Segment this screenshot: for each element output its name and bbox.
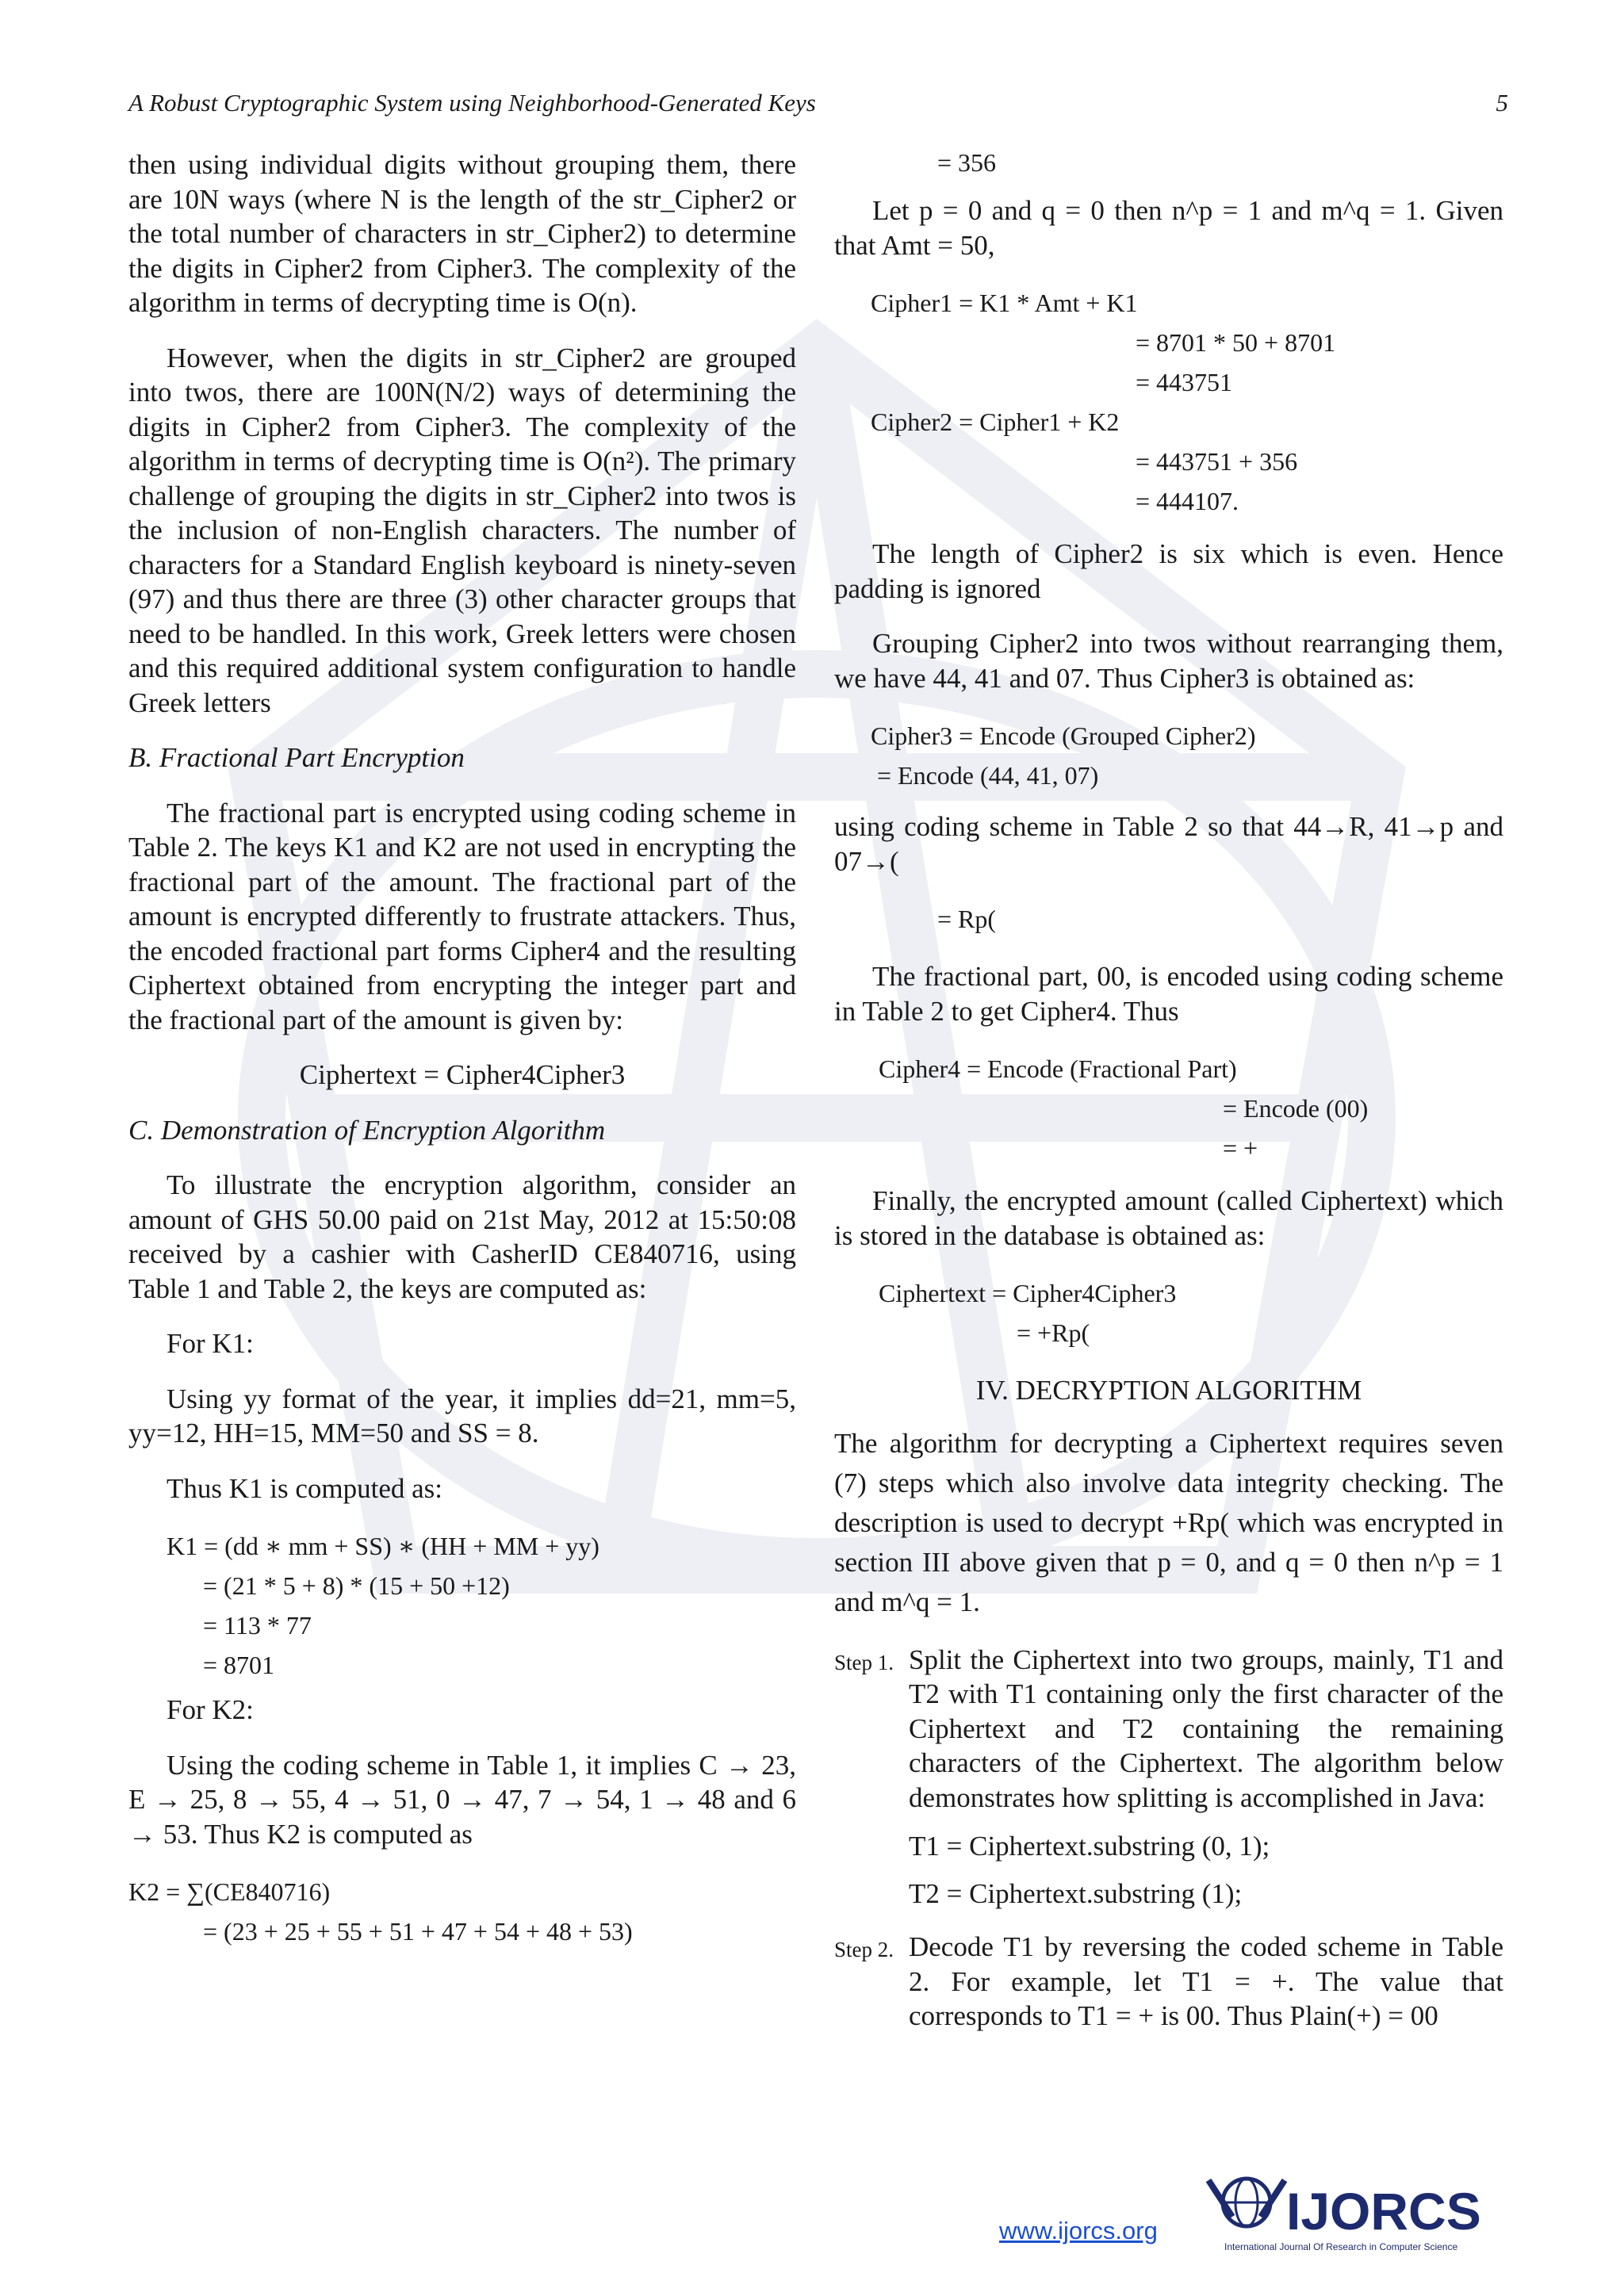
cipher1-computation — [834, 283, 1503, 402]
paragraph-let-p-q: Let p = 0 and q = 0 then n^p = 1 and m^q = 1. Given that Amt = 50, — [834, 195, 1503, 261]
paragraph-finally: Finally, the encrypted amount (called Ciphertext) which is stored in the database is obtained as: — [834, 1185, 1503, 1251]
cipher2-formula: Cipher2 = Cipher1 + K2 — [871, 408, 1120, 436]
k2-result: = 356 — [937, 148, 997, 177]
globe-icon — [1208, 2179, 1285, 2226]
step-1 — [834, 1643, 1503, 1911]
cipher4-step-1: = Encode (00) — [1223, 1094, 1369, 1123]
k1-computation — [128, 1526, 796, 1685]
cipher2-step-1: = 443751 + 356 — [1136, 447, 1298, 476]
right-column — [834, 147, 1503, 2053]
k1-step-3: = 8701 — [203, 1651, 275, 1679]
paragraph-grouping-cipher2: Grouping Cipher2 into twos without rearranging them, we have 44, 41 and 07. Thus Cipher3 is obtained as: — [834, 628, 1503, 694]
paragraph-fractional-encryption: The fractional part is encrypted using coding scheme in Table 2. The keys K1 and K2 are not used in encrypting the fractional part of the amount. The fractional part of the amount is encrypted differently to frustrate attackers. Thus, the encoded fractional part forms Cipher4 and the resulting Ciphertext obtained from encrypting the integer part and the fractional part of the amount is given by: — [128, 797, 796, 1035]
cipher3-step-1: = Encode (44, 41, 07) — [877, 761, 1099, 790]
paragraph-fractional-cipher4: The fractional part, 00, is encoded using coding scheme in Table 2 to get Cipher4. Thus — [834, 961, 1503, 1027]
k1-step-2: = 113 * 77 — [203, 1611, 312, 1640]
running-header — [128, 89, 1508, 128]
cipher2-step-2: = 444107. — [1136, 487, 1239, 515]
cipher2-computation — [834, 402, 1503, 521]
k2-computation — [128, 1872, 796, 1951]
left-column — [128, 147, 796, 1951]
journal-website-link[interactable]: www.ijorcs.org — [999, 2217, 1158, 2244]
paragraph-length: The length of Cipher2 is six which is even. Hence padding is ignored — [834, 538, 1503, 604]
ciphertext-step-1: = +Rp( — [1017, 1318, 1090, 1347]
paragraph-grouping-digits: then using individual digits without grouping them, there are 10N ways (where N is the length of the str_Cipher2 or the total number of characters in str_Cipher2) to determine the digits in Cipher2 from Cipher3. The complexity of the algorithm in terms of decrypting time is O(n). — [128, 149, 796, 318]
ciphertext-formula: Ciphertext = Cipher4Cipher3 — [879, 1279, 1177, 1307]
k2-step-1: = (23 + 25 + 55 + 51 + 47 + 54 + 48 + 53) — [203, 1917, 633, 1946]
paragraph-using-coding: using coding scheme in Table 2 so that 44→R, 41→p and 07→( — [834, 811, 1503, 877]
footer — [999, 2164, 1522, 2260]
ciphertext-computation — [834, 1273, 1503, 1353]
cipher4-formula: Cipher4 = Encode (Fractional Part) — [879, 1054, 1237, 1083]
paragraph-demonstration: To illustrate the encryption algorithm, consider an amount of GHS 50.00 paid on 21st May, 2012 at 15:50:08 received by a cashier with CasherID CE840716, using Table 1 and Table 2, the keys are computed as: — [128, 1169, 796, 1304]
code-line-t2: T2 = Ciphertext.substring (1); — [909, 1877, 1243, 1909]
label-for-k1: For K1: — [167, 1328, 254, 1359]
cipher3-computation — [834, 716, 1503, 795]
cipher4-step-2: = + — [1223, 1134, 1258, 1162]
cipher3-result: = Rp( — [937, 905, 997, 933]
cipher4-computation — [834, 1049, 1503, 1168]
cipher1-formula: Cipher1 = K1 * Amt + K1 — [871, 289, 1138, 317]
section-heading-fractional: B. Fractional Part Encryption — [128, 742, 465, 773]
cipher3-formula: Cipher3 = Encode (Grouped Cipher2) — [871, 721, 1256, 750]
logo-wordmark: IJORCS — [1286, 2182, 1481, 2241]
k1-formula: K1 = (dd ∗ mm + SS) ∗ (HH + MM + yy) — [167, 1532, 599, 1560]
section-heading-decryption: IV. DECRYPTION ALGORITHM — [975, 1375, 1362, 1406]
step-2-text: Decode T1 by reversing the coded scheme in Table 2. For example, let T1 = +. The value that corresponds to T1 = + is 00. Thus Plain(+) = 00 — [909, 1931, 1503, 2031]
paragraph-decryption-intro: The algorithm for decrypting a Ciphertext requires seven (7) steps which also involve data integrity checking. The description is used to decrypt +Rp( which was encrypted in section III above given that p = 0, and q = 0 then n^p = 1 and m^q = 1. — [834, 1427, 1503, 1617]
paragraph-grouping-twos: However, when the digits in str_Cipher2 are grouped into twos, there are 100N(N/2) ways of determining the digits in Cipher2 from Cipher3. The complexity of the algorithm in terms of decrypting time is O(n²). The primary challenge of grouping the digits in str_Cipher2 into twos is the inclusion of non-English characters. The number of characters for a Standard English keyboard is ninety-seven (97) and thus there are three (3) other character groups that need to be handled. In this work, Greek letters were chosen and this required additional system configuration to handle Greek letters — [128, 342, 796, 718]
step-1-text: Split the Ciphertext into two groups, mainly, T1 and T2 with T1 containing only the first character of the Ciphertext and T2 containing the remaining characters of the Ciphertext. The algorithm below demonstrates how splitting is accomplished in Java: — [909, 1644, 1503, 1813]
step-2 — [834, 1930, 1503, 2034]
step-1-label: Step 1. — [834, 1650, 894, 1674]
k2-formula: K2 = ∑(CE840716) — [128, 1877, 331, 1906]
cipher1-step-2: = 443751 — [1136, 368, 1233, 396]
paragraph-yy-format: Using yy format of the year, it implies dd=21, mm=5, yy=12, HH=15, MM=50 and SS = 8. — [128, 1383, 796, 1448]
label-for-k2: For K2: — [167, 1694, 254, 1725]
running-title: A Robust Cryptographic System using Neighborhood-Generated Keys — [128, 89, 816, 117]
ijorcs-logo — [1201, 2164, 1526, 2258]
k1-step-1: = (21 * 5 + 8) * (15 + 50 +12) — [203, 1571, 510, 1600]
code-line-t1: T1 = Ciphertext.substring (0, 1); — [909, 1831, 1270, 1862]
cipher1-step-1: = 8701 * 50 + 8701 — [1136, 328, 1336, 357]
label-thus-k1: Thus K1 is computed as: — [167, 1472, 443, 1504]
paragraph-coding-scheme: Using the coding scheme in Table 1, it implies C → 23, E → 25, 8 → 55, 4 → 51, 0 → 47, 7 → 54, 1 → 48 and 6 → 53. Thus K2 is computed as — [128, 1749, 796, 1850]
page-number: 5 — [1496, 89, 1508, 117]
step-2-label: Step 2. — [834, 1938, 894, 1961]
section-heading-demonstration: C. Demonstration of Encryption Algorithm — [128, 1114, 606, 1146]
equation-ciphertext: Ciphertext = Cipher4Cipher3 — [299, 1059, 626, 1090]
logo-tagline: International Journal Of Research in Computer Science — [1224, 2241, 1458, 2252]
